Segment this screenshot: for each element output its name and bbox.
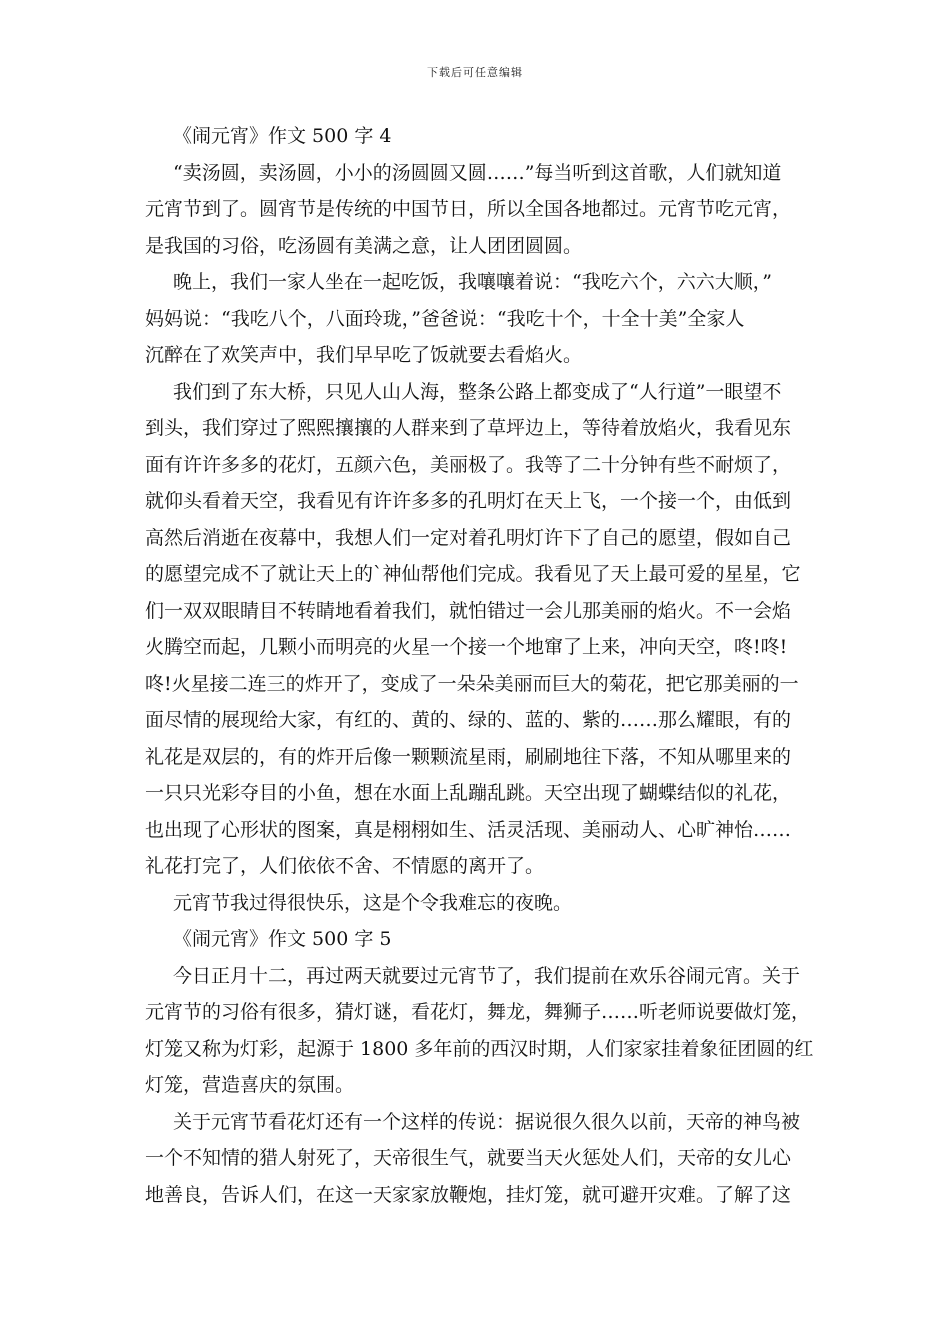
paragraph: 关于元宵节看花灯还有一个这样的传说：据说很久很久以前，天帝的神鸟被 一个不知情的猎人射死了，天帝很生气，就要当天火惩处人们，天帝的女儿心 地善良，告诉人们，在这一天家家放鞭炮，挂灯笼，就可避开灾难。了解了这 xyxy=(145,1110,801,1206)
section-title: 《闹元宵》作文 500 字 4 xyxy=(173,125,392,147)
document-body xyxy=(145,118,815,1213)
page-header: 下载后可任意编辑 xyxy=(427,66,523,79)
paragraph: 我们到了东大桥，只见人山人海，整条公路上都变成了“人行道”一眼望不 到头，我们穿过了熙熙攘攘的人群来到了草坪边上，等待着放焰火，我看见东 面有许许多多的花灯，五颜六色，美丽极了。我等了二十分钟有些不耐烦了， 就仰头看着天空，我看见有许许多多的孔明灯在天上飞，一个接一个，由低到 高然后消逝在夜幕中，我想人们一定对着孔明灯许下了自己的愿望，假如自己 的愿望完成不了就让天上的`神仙帮他们完成。我看见了天上最可爱的星星，它 们一双双眼睛目不转睛地看着我们，就怕错过一会儿那美丽的焰火。不一会焰 火腾空而起，几颗小而明亮的火星一个接一个地窜了上来，冲向天空，咚!咚! 咚!火星接二连三的炸开了，变成了一朵朵美丽而巨大的菊花，把它那美丽的一 面尽情的展现给大家，有红的、黄的、绿的、蓝的、紫的……那么耀眼，有的 礼花是双层的，有的炸开后像一颗颗流星雨，刷刷地往下落，不知从哪里来的 一只只光彩夺目的小鱼，想在水面上乱蹦乱跳。天空出现了蝴蝶结似的礼花， 也出现了心形状的图案，真是栩栩如生、活灵活现、美丽动人、心旷神怡…… 礼花打完了，人们依依不舍、不情愿的离开了。 xyxy=(145,380,801,877)
paragraph: 晚上，我们一家人坐在一起吃饭，我嚷嚷着说：“我吃六个，六六大顺，” 妈妈说：“我吃八个，八面玲珑，”爸爸说：“我吃十个，十全十美”全家人 沉醉在了欢笑声中，我们早早吃了饭就要去看焰火。 xyxy=(145,271,772,366)
section-title: 《闹元宵》作文 500 字 5 xyxy=(173,928,392,950)
paragraph: 今日正月十二，再过两天就要过元宵节了，我们提前在欢乐谷闹元宵。关于 元宵节的习俗有很多，猜灯谜，看花灯，舞龙，舞狮子……听老师说要做灯笼， 灯笼又称为灯彩，起源于 1800 多年前的西汉时期，人们家家挂着象征团圆的红 灯笼，营造喜庆的氛围。 xyxy=(145,964,814,1096)
paragraph: 元宵节我过得很快乐，这是个令我难忘的夜晚。 xyxy=(173,891,573,914)
paragraph: “卖汤圆，卖汤圆，小小的汤圆圆又圆……”每当听到这首歌，人们就知道 元宵节到了。圆宵节是传统的中国节日，所以全国各地都过。元宵节吃元宵， 是我国的习俗，吃汤圆有美满之意，让人团团圆圆。 xyxy=(145,161,792,257)
